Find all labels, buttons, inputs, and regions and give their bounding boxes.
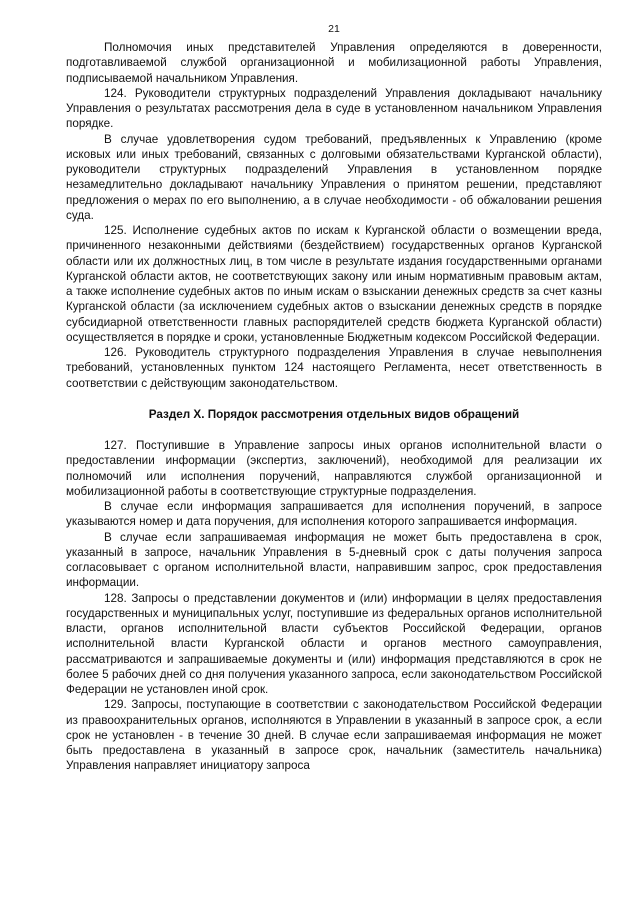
paragraph-126: 126. Руководитель структурного подразделения Управления в случае невыполнения требований, установленных пунктом 124 настоящего Регламента, несет ответственность в соответствии с действующим законодательством. [66,346,602,390]
paragraph-information-for-orders: В случае если информация запрашивается для исполнения поручений, в запросе указываются номер и дата поручения, для исполнения которого запрашивается информация. [66,500,602,529]
section-heading: Раздел X. Порядок рассмотрения отдельных видов обращений [148,407,520,421]
paragraph-information-deadline: В случае если запрашиваемая информация не может быть предоставлена в срок, указанный в запросе, начальник Управления в 5-дневный срок с даты получения запроса согласовывает с органом исполнительной власти, направившим запрос, срок предоставления информации. [66,530,602,590]
paragraph-129: 129. Запросы, поступающие в соответствии с законодательством Российской Федерации из правоохранительных органов, исполняются в Управлении в указанный в запросе срок, а если срок не установлен - в течение 30 дней. В случае если запрашиваемая информация не может быть предоставлена в указанный в запросе срок, начальник (заместитель начальника) Управления направляет инициатору запроса [66,698,602,773]
paragraph-127: 127. Поступившие в Управление запросы иных органов исполнительной власти о предоставлении информации (экспертиз, заключений), необходимой для реализации их полномочий или исполнения поручений, направляются службой организационной и мобилизационной работы в соответствующие структурные подразделения. [66,439,602,498]
page-number: 21 [328,23,340,35]
paragraph-representatives-powers: Полномочия иных представителей Управления определяются в доверенности, подготавливаемой службой организационной и мобилизационной работы Управления, подписываемой начальником Управления. [66,41,602,85]
paragraph-124: 124. Руководители структурных подразделений Управления докладывают начальнику Управления о результатах рассмотрения дела в суде в установленном начальником Управления порядке. [66,86,602,131]
paragraph-128: 128. Запросы о представлении документов и (или) информации в целях предоставления государственных и муниципальных услуг, поступившие из федеральных органов исполнительной власти, органов исполнительной власти субъектов Российской Федерации, органов исполнительной власти Курганской области и органов местного самоуправления, рассматриваются и запрашиваемые документы и (или) информация представляются в срок не более 5 рабочих дней со дня получения указанного запроса, если законодательством Российской Федерации не установлен иной срок. [66,591,602,696]
paragraph-125: 125. Исполнение судебных актов по искам к Курганской области о возмещении вреда, причиненного незаконными действиями (бездействием) государственных органов Курганской области или их должностных лиц, в том числе в результате издания государственными органами Курганской области актов, не соответствующих закону или иным нормативным правовым актам, а также исполнение судебных актов по иным искам о взыскании денежных средств за счет казны Курганской области (за исключением судебных актов о взыскании денежных средств в порядке субсидиарной ответственности главных распорядителей средств бюджета Курганской области) осуществляется в порядке и сроки, установленные Бюджетным кодексом Российской Федерации. [66,224,602,344]
paragraph-court-satisfaction: В случае удовлетворения судом требований, предъявленных к Управлению (кроме исковых или иных требований, связанных с долговыми обязательствами Курганской области), руководители структурных подразделений Управления в установленном порядке незамедлительно докладывают начальнику Управления о принятом решении, представляют предложения о мерах по его выполнению, а в случае необходимости - об обжаловании решения суда. [66,132,602,222]
